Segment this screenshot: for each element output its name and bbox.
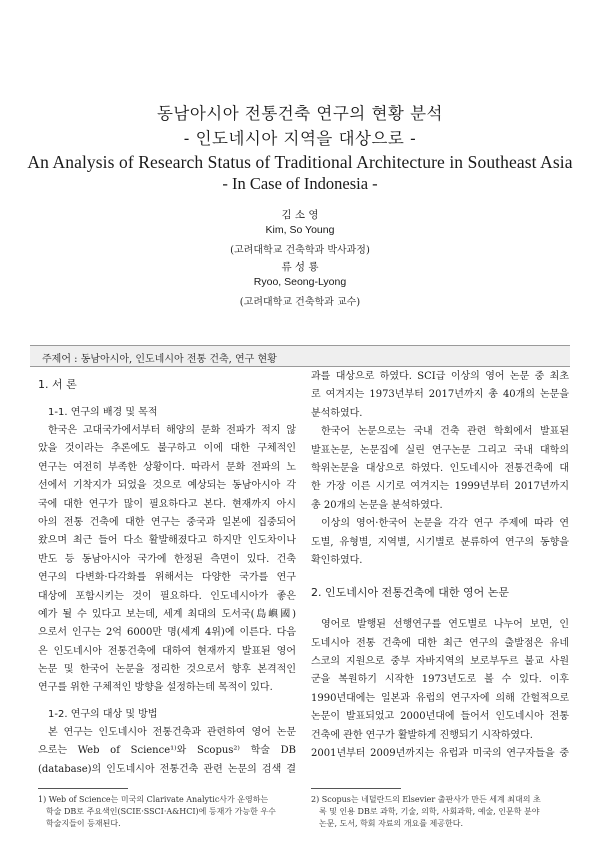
footnote-line: 논문, 도서, 학회 자료의 개요를 제공한다. bbox=[319, 819, 463, 828]
footnote-rule-left bbox=[38, 788, 128, 789]
body-line: 았을 것이라는 추론에도 불구하고 이에 대한 구체적인 bbox=[38, 443, 296, 455]
body-line: 왔으며 최근 들어 다소 활발해졌다고 하지만 인도차이나 bbox=[38, 535, 296, 547]
body-line: 과를 대상으로 하였다. SCI급 이상의 영어 논문 중 최초 bbox=[311, 371, 569, 382]
body-line: 선에서 기착지가 되었을 것으로 예상되는 동남아시아 각 bbox=[38, 480, 296, 492]
subtitle-korean: - 인도네시아 지역을 대상으로 - bbox=[183, 129, 417, 148]
subsection-1-2-body bbox=[38, 724, 296, 779]
body-line: 도별, 유형별, 지역별, 시기별로 분류하여 연구의 동향을 bbox=[311, 536, 569, 548]
keywords-box bbox=[30, 345, 570, 367]
author-2-name-ko: 류 성 룡 bbox=[281, 261, 319, 273]
subtitle-english: - In Case of Indonesia - bbox=[222, 174, 378, 193]
body-line: 학위논문을 대상으로 하였다. 인도네시아 전통건축에 대 bbox=[311, 462, 569, 474]
body-line: 으로는 Web of Science¹⁾와 Scopus²⁾ 학술 DB bbox=[38, 745, 296, 757]
author-1-affiliation: (고려대학교 건축학과 박사과정) bbox=[230, 245, 370, 256]
body-line: 분석하였다. bbox=[311, 407, 363, 419]
body-line: 한 가장 이른 시기로 여겨지는 1999년부터 2017년까지 bbox=[311, 481, 569, 493]
body-line: 2001년부터 2009년까지는 유럽과 미국의 연구자들을 중 bbox=[311, 748, 569, 760]
title-english: An Analysis of Research Status of Traditional Architecture in Southeast Asia bbox=[27, 152, 573, 172]
body-line: 연구는 여전히 부족한 상황이다. 따라서 문화 전파의 노 bbox=[38, 461, 296, 473]
methods-continued bbox=[311, 368, 569, 570]
footnote-line: 1) Web of Science는 미국의 Clarivate Analytic사가 운영하는 bbox=[38, 795, 269, 804]
right-column bbox=[311, 368, 569, 763]
subsection-1-2-heading: 1-2. 연구의 대상 및 방법 bbox=[48, 708, 158, 720]
body-line: (database)의 인도네시아 전통건축 관련 논문의 검색 결 bbox=[38, 763, 296, 775]
footnote-line: 학술지들이 등재된다. bbox=[46, 819, 121, 828]
body-line: 영어로 발행된 선행연구를 연도별로 나누어 보면, 인 bbox=[321, 619, 569, 631]
footnote-line: 록 및 인용 DB로 과학, 기술, 의학, 사회과학, 예술, 인문학 분야 bbox=[319, 807, 540, 816]
section-2-body bbox=[311, 616, 569, 763]
body-line: 확인하였다. bbox=[311, 554, 363, 566]
body-line: 으로서 인구는 2억 6000만 명(세계 4위)에 이른다. 다음 bbox=[38, 627, 296, 639]
body-line: 국에 대한 연구가 많이 필요하다고 본다. 현재까지 아시 bbox=[38, 498, 296, 510]
footnote-line: 2) Scopus는 네덜란드의 Elsevier 출판사가 만든 세계 최대의 초 bbox=[311, 795, 541, 804]
footnote-line: 학술 DB로 주요색인(SCIE·SSCI·A&HCI)에 등재가 가능한 우수 bbox=[46, 807, 276, 816]
body-line: 논문이 발표되었고 2000년대에 들어서 인도네시아 전통 bbox=[311, 711, 569, 723]
body-line: 아의 전통 건축에 대한 연구는 중국과 일본에 집중되어 bbox=[38, 516, 296, 528]
body-line: 군을 복원하기 시작한 1973년도로 볼 수 있다. 이후 bbox=[311, 674, 569, 686]
body-line: 1990년대에는 일본과 유럽의 연구자에 의해 간헐적으로 bbox=[311, 692, 569, 704]
footnote-rule-right bbox=[311, 788, 401, 789]
body-line: 대상에 포함시키는 것이 필요하다. 인도네시아가 좋은 bbox=[38, 590, 296, 602]
footnote-1 bbox=[38, 794, 300, 830]
author-1-name-en: Kim, So Young bbox=[265, 224, 335, 236]
body-line: 본 연구는 인도네시아 전통건축과 관련하여 영어 논문 bbox=[48, 726, 296, 738]
body-line: 한국어 논문으로는 국내 건축 관련 학회에서 발표된 bbox=[321, 426, 569, 438]
body-line: 총 20개의 논문을 분석하였다. bbox=[311, 499, 443, 511]
title-korean: 동남아시아 전통건축 연구의 현황 분석 bbox=[156, 104, 443, 123]
body-line: 은 인도네시아 전통건축에 대하여 현재까지 발표된 영어 bbox=[38, 645, 296, 657]
author-2-name-en: Ryoo, Seong-Lyong bbox=[253, 276, 347, 288]
footnote-2 bbox=[311, 794, 573, 830]
left-column bbox=[38, 368, 296, 779]
body-line: 논문 및 한국어 논문을 정리한 것으로서 향후 본격적인 bbox=[38, 664, 296, 676]
body-line: 한국은 고대국가에서부터 해양의 문화 전파가 적지 않 bbox=[48, 425, 296, 436]
body-line: 연구의 다변화·다각화를 위해서는 다양한 국가를 연구 bbox=[38, 572, 296, 584]
body-line: 이상의 영어·한국어 논문을 각각 연구 주제에 따라 연 bbox=[321, 518, 569, 530]
body-line: 스코의 지원으로 중부 자바지역의 보로부두르 불교 사원 bbox=[311, 656, 569, 668]
body-line: 로 여겨지는 1973년부터 2017년까지 총 40개의 논문을 bbox=[311, 389, 569, 401]
section-2-heading: 2. 인도네시아 전통건축에 대한 영어 논문 bbox=[311, 586, 509, 600]
author-1-name-ko: 김 소 영 bbox=[281, 209, 319, 221]
body-line: 건축에 관한 연구가 활발하게 진행되기 시작하였다. bbox=[311, 729, 533, 741]
keywords: 주제어 : 동남아시아, 인도네시아 전통 건축, 연구 현황 bbox=[42, 354, 277, 365]
body-line: 연구를 위한 구체적인 방향을 설정하는데 목적이 있다. bbox=[38, 682, 273, 694]
subsection-1-1-body bbox=[38, 422, 296, 698]
body-line: 도네시아 전통 건축에 대한 최근 연구의 출발점은 유네 bbox=[311, 637, 569, 649]
body-line: 반도 등 동남아시아 국가에 한정된 측면이 있다. 건축 bbox=[38, 553, 296, 565]
body-line: 예가 될 수 있다고 보는데, 세계 최대의 도서국(島嶼國) bbox=[38, 608, 296, 620]
section-1-heading: 1. 서 론 bbox=[38, 378, 77, 391]
author-2-affiliation: (고려대학교 건축학과 교수) bbox=[239, 297, 361, 308]
body-line: 발표논문, 논문집에 실린 연구논문 그리고 국내 대학의 bbox=[311, 444, 569, 456]
subsection-1-1-heading: 1-1. 연구의 배경 및 목적 bbox=[48, 407, 158, 418]
